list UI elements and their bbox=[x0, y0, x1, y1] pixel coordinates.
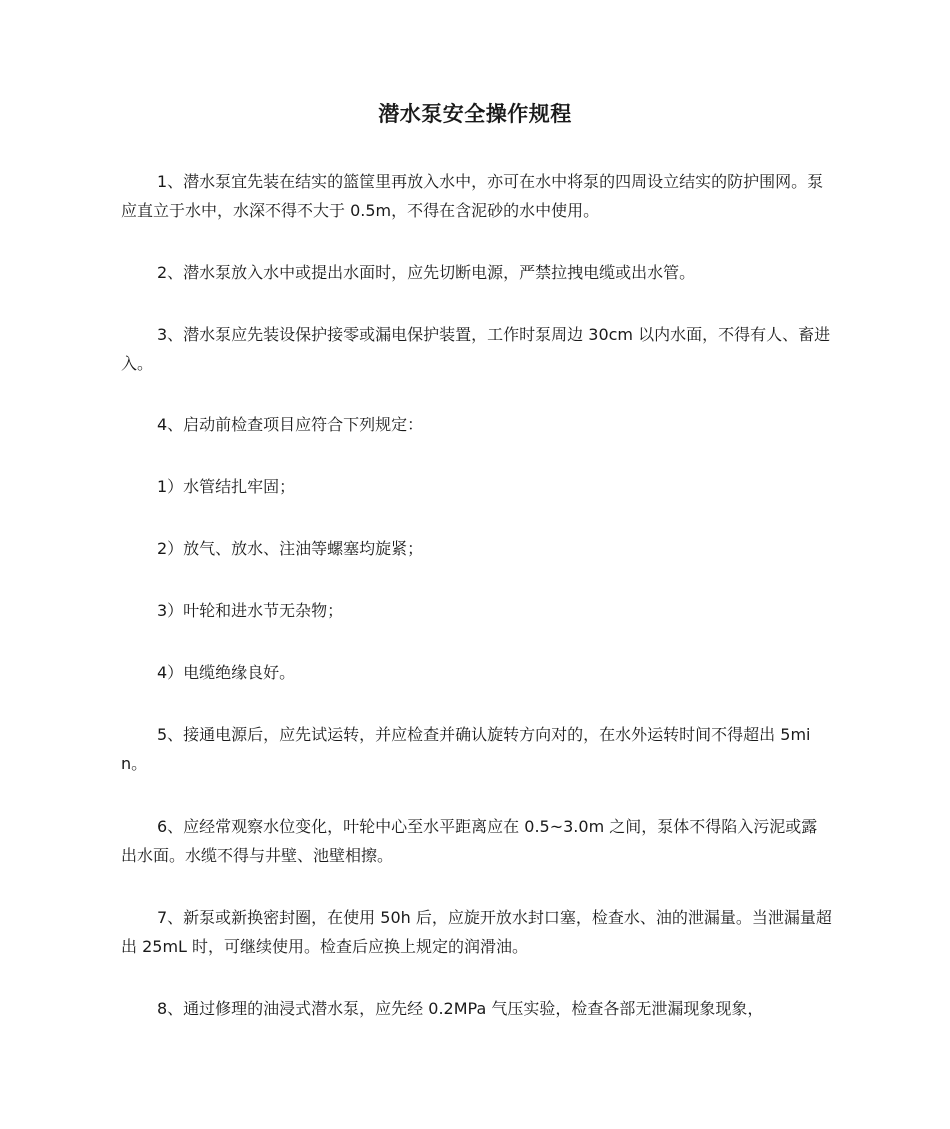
paragraph-3: 3、潜水泵应先装设保护接零或漏电保护装置，工作时泵周边 30cm 以内水面，不得有人、畜进入。 bbox=[121, 325, 831, 373]
paragraph-4: 4、启动前检查项目应符合下列规定： bbox=[157, 415, 424, 434]
list-item-3: 3）叶轮和进水节无杂物； bbox=[157, 601, 344, 620]
paragraph-1: 1、潜水泵宜先装在结实的篮筐里再放入水中，亦可在水中将泵的四周设立结实的防护围网。泵应直立于水中，水深不得不大于 0.5m，不得在含泥砂的水中使用。 bbox=[121, 172, 824, 220]
paragraph-5: 5、接通电源后，应先试运转，并应检查并确认旋转方向对的，在水外运转时间不得超出 5min。 bbox=[121, 725, 811, 773]
paragraph-2: 2、潜水泵放入水中或提出水面时，应先切断电源，严禁拉拽电缆或出水管。 bbox=[157, 263, 696, 282]
paragraph-6: 6、应经常观察水位变化，叶轮中心至水平距离应在 0.5~3.0m 之间，泵体不得陷入污泥或露出水面。水缆不得与井壁、池壁相擦。 bbox=[121, 817, 818, 865]
list-item-4: 4）电缆绝缘良好。 bbox=[157, 663, 296, 682]
paragraph-7: 7、新泵或新换密封圈，在使用 50h 后，应旋开放水封口塞，检查水、油的泄漏量。当泄漏量超出 25mL 时，可继续使用。检查后应换上规定的润滑油。 bbox=[121, 908, 832, 956]
list-item-1: 1）水管结扎牢固； bbox=[157, 477, 296, 496]
paragraph-8: 8、通过修理的油浸式潜水泵，应先经 0.2MPa 气压实验，检查各部无泄漏现象现象， bbox=[157, 999, 764, 1018]
list-item-2: 2）放气、放水、注油等螺塞均旋紧； bbox=[157, 539, 424, 558]
document-title: 潜水泵安全操作规程 bbox=[378, 102, 572, 126]
